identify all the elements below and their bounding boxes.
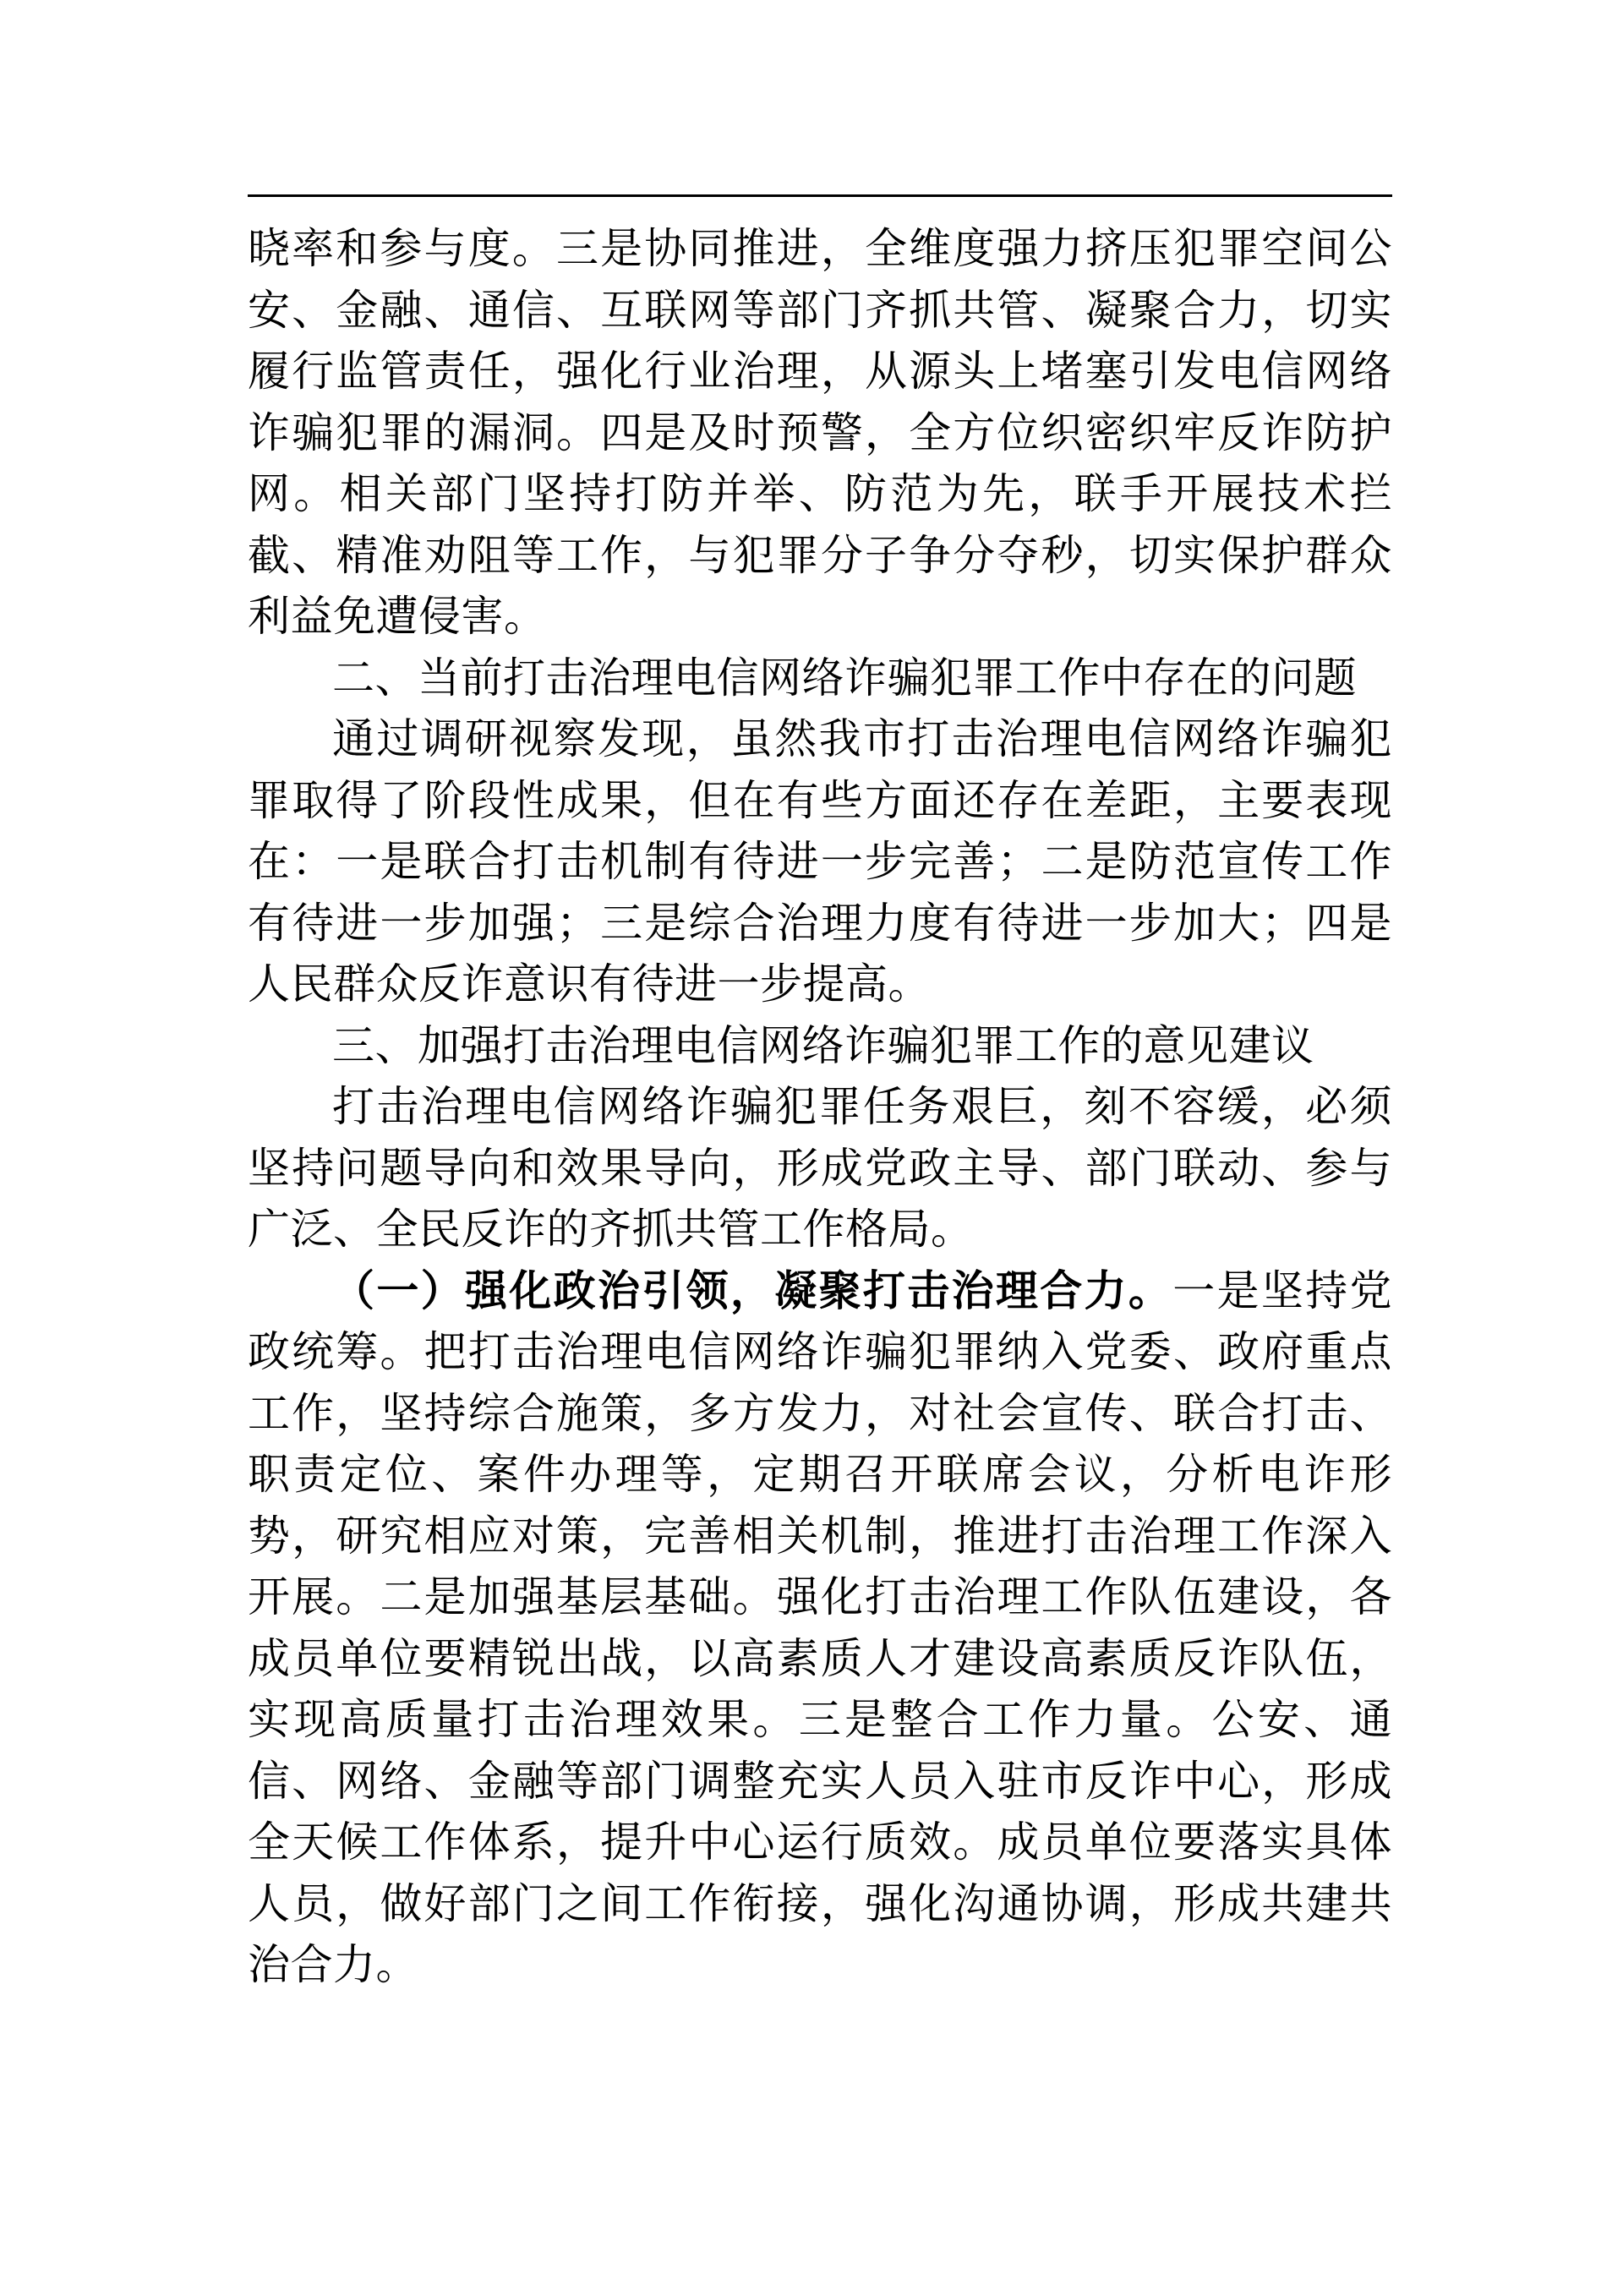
- subsection-one-text: 一是坚持党政统筹。把打击治理电信网络诈骗犯罪纳入党委、政府重点工作，坚持综合施策，多方发力，对社会宣传、联合打击、职责定位、案件办理等，定期召开联席会议，分析电诈形势，研究相应对策，完善相关机制，推进打击治理工作深入开展。二是加强基层基础。强化打击治理工作队伍建设，各成员单位要精锐出战，以高素质人才建设高素质反诈队伍，实现高质量打击治理效果。三是整合工作力量。公安、通信、网络、金融等部门调整充实人员入驻市反诈中心，形成全天候工作体系，提升中心运行质效。成员单位要落实具体人员，做好部门之间工作衔接，强化沟通协调，形成共建共治合力。: [248, 1266, 1393, 1989]
- paragraph-continuation: 晓率和参与度。三是协同推进，全维度强力挤压犯罪空间公安、金融、通信、互联网等部门齐抓共管、凝聚合力，切实履行监管责任，强化行业治理，从源头上堵塞引发电信网络诈骗犯罪的漏洞。四是及时预警，全方位织密织牢反诈防护网。相关部门坚持打防并举、防范为先，联手开展技术拦截、精准劝阻等工作，与犯罪分子争分夺秒，切实保护群众利益免遭侵害。: [248, 224, 1392, 641]
- paragraph-problems: 通过调研视察发现，虽然我市打击治理电信网络诈骗犯罪取得了阶段性成果，但在有些方面还存在差距，主要表现在：一是联合打击机制有待进一步完善；二是防范宣传工作有待进一步加强；三是综合治理力度有待进一步加大；四是人民群众反诈意识有待进一步提高。: [248, 714, 1392, 1009]
- section-heading-three: 三、加强打击治理电信网络诈骗犯罪工作的意见建议: [332, 1020, 1314, 1070]
- section-heading-two: 二、当前打击治理电信网络诈骗犯罪工作中存在的问题: [332, 653, 1357, 702]
- paragraph-suggestions-intro: 打击治理电信网络诈骗犯罪任务艰巨，刻不容缓，必须坚持问题导向和效果导向，形成党政主导、部门联动、参与广泛、全民反诈的齐抓共管工作格局。: [248, 1082, 1392, 1254]
- header-rule: [248, 194, 1392, 197]
- subsection-one-heading: （一）强化政治引领，凝聚打击治理合力。: [332, 1266, 1173, 1315]
- paragraph-subsection-one: [248, 1260, 1392, 1996]
- document-body: [248, 218, 1392, 1996]
